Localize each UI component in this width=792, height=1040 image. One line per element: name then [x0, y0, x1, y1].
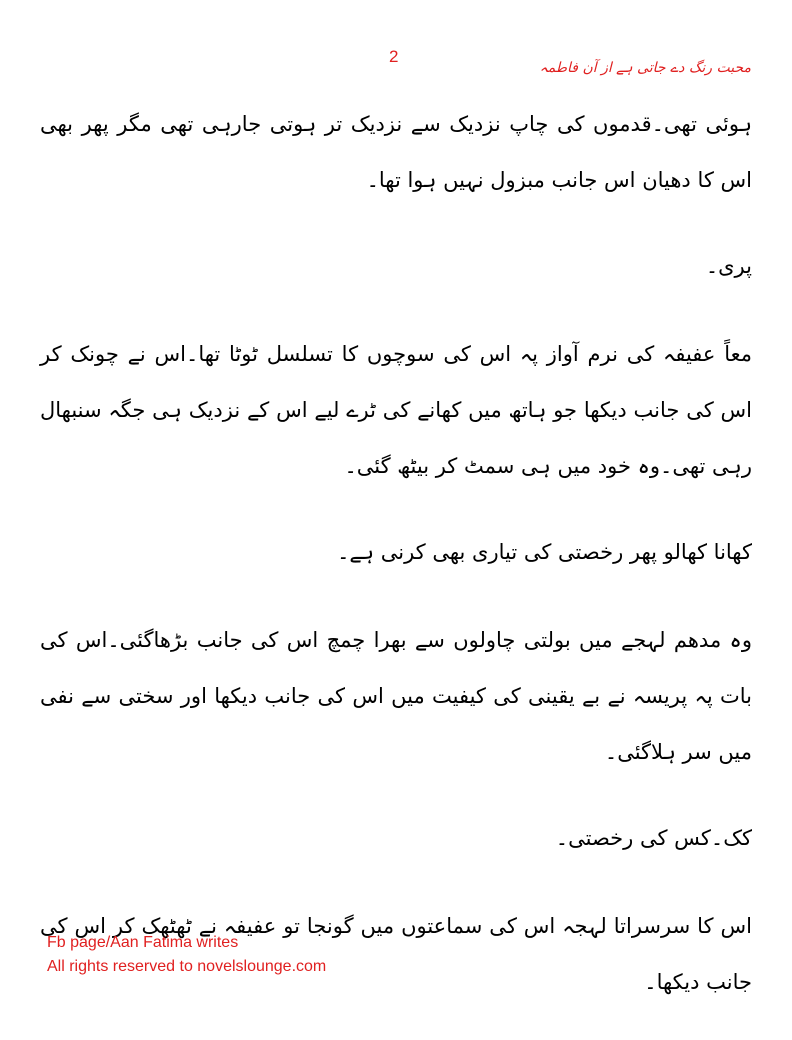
page-number: 2: [389, 47, 399, 66]
paragraph: معاً عفیفہ کی نرم آواز پہ اس کی سوچوں کا تسلسل ٹوٹا تھا۔اس نے چونک کر اس کی جانب دیکھا جو ہاتھ میں کھانے کی ٹرے لیے اس کے نزدیک ہی جگہ سنبھال رہی تھی۔وہ خود میں ہی سمٹ کر بیٹھ گئی۔: [40, 342, 752, 478]
running-title: محبت رنگ دے جاتی ہے از آن فاطمہ: [539, 60, 751, 76]
paragraph: اس کا سرسراتا لہجہ اس کی سماعتوں میں گونجا تو عفیفہ نے ٹھٹھک کر اس کی جانب دیکھا۔: [40, 914, 752, 994]
paragraph: کھانا کھالو پھر رخصتی کی تیاری بھی کرنی ہے۔: [337, 540, 752, 564]
paragraph: پری۔: [705, 254, 752, 278]
page-body: [40, 96, 752, 1040]
paragraph: ہوئی تھی۔قدموں کی چاپ نزدیک سے نزدیک تر ہوتی جارہی تھی مگر پھر بھی اس کا دھیان اس جانب مبزول نہیں ہوا تھا۔: [40, 112, 752, 192]
paragraph: وہ مدھم لہجے میں بولتی چاولوں سے بھرا چمچ اس کی جانب بڑھاگئی۔اس کی بات پہ پریسہ نے بے یقینی کی کیفیت میں اس کی جانب دیکھا اور سختی سے نفی میں سر ہلاگئی۔: [40, 628, 752, 764]
footer-credits: [47, 931, 326, 979]
paragraph: کک۔کس کی رخصتی۔: [555, 826, 752, 850]
footer-rights: All rights reserved to novelslounge.com: [47, 958, 327, 975]
footer-fb-page: Fb page/Aan Fatima writes: [47, 934, 239, 951]
